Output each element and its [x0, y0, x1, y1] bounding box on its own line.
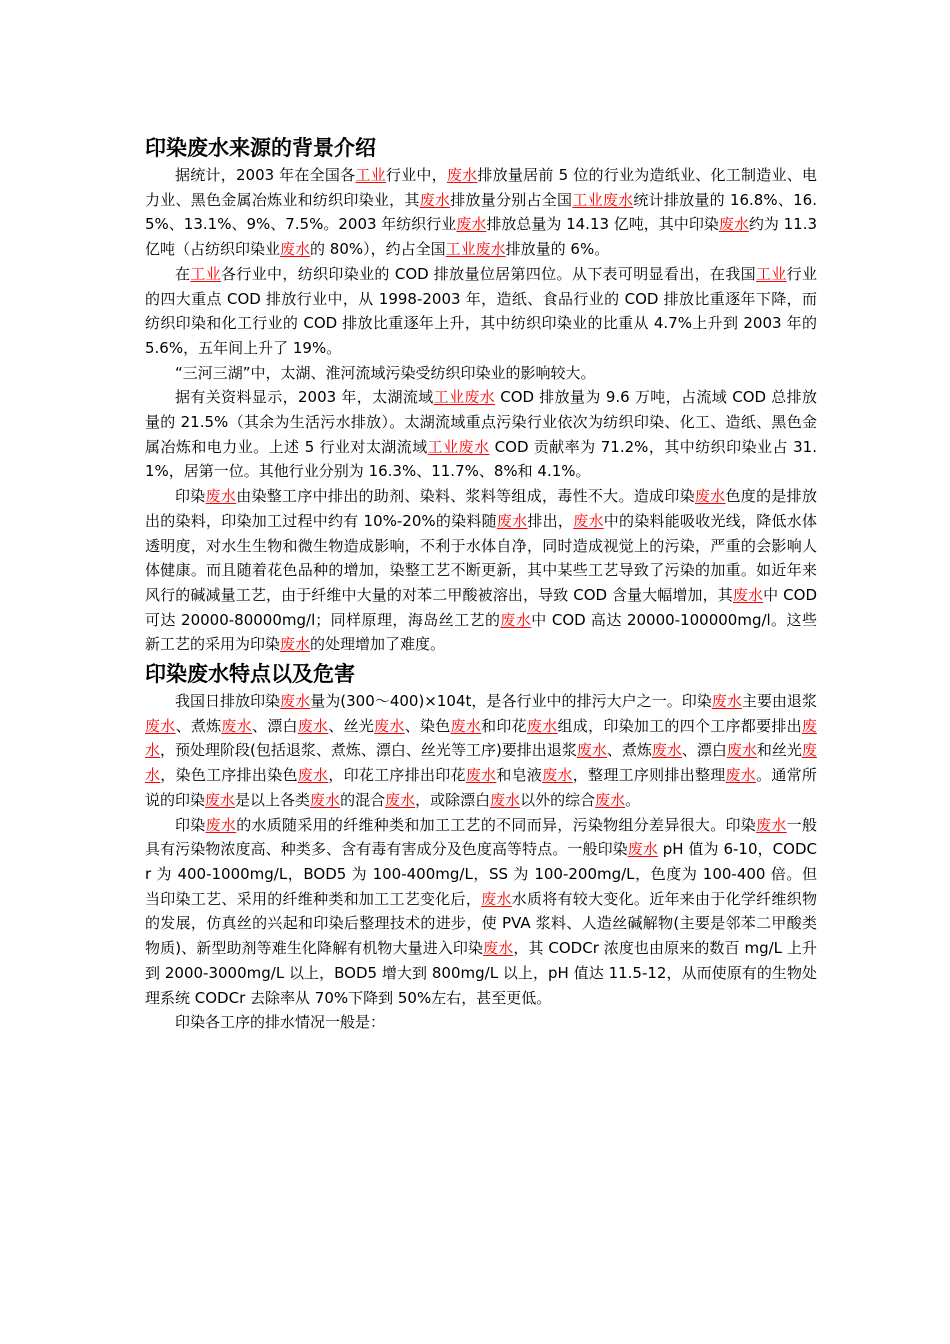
- section-background: [145, 133, 817, 657]
- paragraph: [145, 385, 817, 484]
- keyword-link[interactable]: 废水: [542, 766, 573, 785]
- paragraph: [145, 484, 817, 657]
- text-run: 各行业中，纺织印染业的 COD 排放量位居第四位。从下表可明显看出，在我国: [221, 264, 756, 283]
- keyword-link[interactable]: 废水: [297, 766, 329, 785]
- keyword-link[interactable]: 工业废水: [572, 190, 634, 209]
- keyword-link[interactable]: 工业废水: [445, 240, 506, 259]
- text-run: 行业中，: [385, 166, 447, 184]
- paragraph: [145, 262, 817, 361]
- keyword-link[interactable]: 废水: [310, 790, 341, 809]
- keyword-link[interactable]: 废水: [651, 741, 682, 760]
- text-run: 量为(300～400)×104t，是各行业中的排污大户之一。印染: [310, 692, 712, 711]
- text-run: 在: [175, 264, 191, 283]
- text-run: 据统计，2003 年在全国各: [175, 166, 356, 184]
- text-run: 组成，印染加工的四个工序都要排出: [557, 716, 802, 735]
- text-run: 水质将有较大变化。近年来由于化学纤维织物的发展，仿真丝的兴起和印染后整理技术的进步，使 PVA 浆料、人造丝碱解物(主要是邻苯二甲酸类物质)、新型助剂等难生化降解有机物大量进入印染: [145, 889, 817, 958]
- keyword-link[interactable]: 废水: [483, 939, 514, 958]
- keyword-link[interactable]: 废水: [490, 790, 521, 809]
- text-run: 排放量分别占全国: [450, 190, 573, 209]
- keyword-link[interactable]: 废水: [576, 741, 607, 760]
- keyword-link[interactable]: 废水: [446, 166, 478, 184]
- text-run: 、丝光: [328, 716, 375, 735]
- text-run: 中 COD 高达 20000-100000mg/l。这些新工艺的采用为印染: [145, 610, 817, 654]
- keyword-link[interactable]: 废水: [419, 190, 451, 209]
- keyword-link[interactable]: 废水: [481, 889, 512, 908]
- text-run: pH 值为 6-10，CODCr 为 400-1000mg/L，BOD5 为 100-400mg/L，SS 为 100-200mg/L，色度为 100-400 倍。但当印染工艺、采用的纤维种类和加工工艺变化后，: [145, 840, 817, 908]
- keyword-link[interactable]: 废水: [456, 215, 487, 234]
- keyword-link[interactable]: 废水: [725, 766, 757, 785]
- keyword-link[interactable]: 废水: [205, 790, 236, 809]
- text-run: 的 80%），约占全国: [310, 240, 446, 259]
- paragraph: [145, 163, 817, 262]
- keyword-link[interactable]: 废水: [145, 716, 817, 760]
- keyword-link[interactable]: 废水: [573, 511, 604, 530]
- text-run: 和皂液: [496, 766, 543, 785]
- text-run: 排放总量为 14.13 亿吨，其中印染: [486, 215, 719, 234]
- text-run: 印染: [175, 815, 206, 834]
- keyword-link[interactable]: 废水: [374, 716, 405, 735]
- keyword-link[interactable]: 废水: [145, 741, 817, 785]
- keyword-link[interactable]: 废水: [280, 692, 311, 711]
- text-run: 。通常所说的印染: [145, 766, 817, 809]
- keyword-link[interactable]: 废水: [205, 815, 237, 834]
- keyword-link[interactable]: 废水: [450, 716, 482, 735]
- keyword-link[interactable]: 废水: [756, 815, 787, 834]
- paragraph: [145, 689, 817, 813]
- text-run: 统计排放量的 16.8%、16.5%、13.1%、9%、7.5%。2003 年纺织行业: [145, 190, 817, 234]
- text-run: 中 COD 可达 20000-80000mg/l；同样原理，海岛丝工艺的: [145, 585, 817, 629]
- keyword-link[interactable]: 工业: [190, 264, 222, 283]
- section-heading: 印染废水特点以及危害: [145, 662, 355, 687]
- keyword-link[interactable]: 废水: [205, 487, 237, 506]
- text-run: 据有关资料显示，2003 年，太湖流域: [175, 388, 434, 407]
- text-run: COD 贡献率为 71.2%，其中纺织印染业占 31.1%，居第一位。其他行业分别为 16.3%、11.7%、8%和 4.1%。: [145, 437, 817, 481]
- keyword-link[interactable]: 废水: [627, 840, 658, 859]
- keyword-link[interactable]: 废水: [718, 215, 749, 234]
- keyword-link[interactable]: 工业: [355, 166, 386, 184]
- keyword-link[interactable]: 废水: [726, 741, 757, 760]
- text-run: 中的染料能吸收光线，降低水体透明度，对水生生物和微生物造成影响，不利于水体自净，同时造成视觉上的污染，严重的会影响人体健康。而且随着花色品种的增加，染整工艺不断更新，其中某些工艺导致了污染的加重。如近年来风行的碱减量工艺，由于纤维中大量的对苯二甲酸被溶出，导致 COD 含量大幅增加，其: [145, 511, 817, 604]
- text-run: 的水质随采用的纤维种类和加工工艺的不同而异，污染物组分差异很大。印染: [236, 815, 757, 834]
- keyword-link[interactable]: 废水: [732, 585, 764, 604]
- text-run: ，或除漂白: [415, 790, 491, 809]
- keyword-link[interactable]: 工业废水: [427, 437, 490, 456]
- text-run: COD 排放量为 9.6 万吨，占流域 COD 总排放量的 21.5%（其余为生活污水排放）。太湖流域重点污染行业依次为纺织印染、化工、造纸、黑色金属冶炼和电力业。上述 5 行业对太湖流域: [145, 388, 817, 456]
- section-characteristics: [145, 659, 817, 1035]
- text-run: 色度的是排放出的染料，印染加工过程中约有 10%-20%的染料随: [145, 487, 817, 530]
- section-heading: 印染废水来源的背景介绍: [145, 136, 376, 160]
- keyword-link[interactable]: 废水: [280, 240, 311, 259]
- text-run: 约为 11.3 亿吨（占纺织印染业: [145, 215, 818, 259]
- text-run: ，染色工序排出染色: [160, 766, 298, 785]
- text-run: ，其 CODCr 浓度也由原来的数百 mg/L 上升到 2000-3000mg/L 以上，BOD5 增大到 800mg/L 以上，pH 值达 11.5-12，从而使原有的生物处理系统 CODCr 去除率从 70%下降到 50%左右，甚至更低。: [145, 939, 817, 1007]
- paragraph: [145, 813, 817, 1011]
- text-run: 的处理增加了难度。: [310, 635, 446, 654]
- text-run: 和丝光: [756, 741, 802, 760]
- keyword-link[interactable]: 废水: [465, 766, 497, 785]
- text-run: 排放量居前 5 位的行业为造纸业、化工制造业、电力业、黑色金属冶炼业和纺织印染业，其: [145, 166, 817, 209]
- paragraph: [145, 361, 817, 386]
- text-run: 、煮炼: [175, 716, 222, 735]
- text-run: 排放量的 6%。: [505, 240, 610, 259]
- keyword-link[interactable]: 废水: [711, 692, 742, 711]
- keyword-link[interactable]: 废水: [280, 635, 311, 654]
- text-run: 、漂白: [251, 716, 298, 735]
- document-body: [145, 133, 817, 1035]
- text-run: 印染各工序的排水情况一般是：: [175, 1013, 386, 1032]
- text-run: 一般具有污染物浓度高、种类多、含有毒有害成分及色度高等特点。一般印染: [145, 815, 817, 859]
- keyword-link[interactable]: 废水: [500, 610, 532, 629]
- text-run: 排出，: [527, 511, 574, 530]
- keyword-link[interactable]: 废水: [385, 790, 416, 809]
- keyword-link[interactable]: 废水: [526, 716, 558, 735]
- keyword-link[interactable]: 废水: [145, 716, 176, 735]
- text-run: 我国日排放印染: [175, 692, 281, 711]
- keyword-link[interactable]: 废水: [496, 511, 528, 530]
- keyword-link[interactable]: 废水: [297, 716, 329, 735]
- keyword-link[interactable]: 工业废水: [433, 388, 496, 407]
- text-run: ，印花工序排出印花: [328, 766, 466, 785]
- text-run: 印染: [175, 487, 206, 506]
- keyword-link[interactable]: 工业: [755, 264, 787, 283]
- text-run: ，整理工序则排出整理: [572, 766, 726, 785]
- text-run: 由染整工序中排出的助剂、染料、浆料等组成，毒性不大。造成印染: [236, 487, 695, 506]
- text-run: 的混合: [340, 790, 386, 809]
- text-run: 、煮炼: [606, 741, 652, 760]
- text-run: 行业的四大重点 COD 排放行业中，从 1998-2003 年，造纸、食品行业的 COD 排放比重逐年下降，而纺织印染和化工行业的 COD 排放比重逐年上升，其中纺织印染业的比重从 4.7%上升到 2003 年的 5.6%，五年间上升了 19%。: [145, 264, 817, 357]
- paragraph: [145, 1010, 817, 1035]
- text-run: “三河三湖”中，太湖、淮河流域污染受纺织印染业的影响较大。: [175, 363, 596, 382]
- text-run: 是以上各类: [235, 790, 311, 809]
- text-run: 以外的综合: [520, 790, 596, 809]
- text-run: ，预处理阶段(包括退浆、煮炼、漂白、丝光等工序)要排出退浆: [160, 741, 577, 760]
- keyword-link[interactable]: 废水: [595, 790, 626, 809]
- text-run: 、漂白: [681, 741, 727, 760]
- keyword-link[interactable]: 废水: [221, 716, 252, 735]
- text-run: 和印花: [481, 716, 527, 735]
- text-run: 。: [625, 790, 641, 809]
- keyword-link[interactable]: 废水: [694, 487, 726, 506]
- text-run: 主要由退浆: [741, 692, 817, 711]
- text-run: 、染色: [404, 716, 451, 735]
